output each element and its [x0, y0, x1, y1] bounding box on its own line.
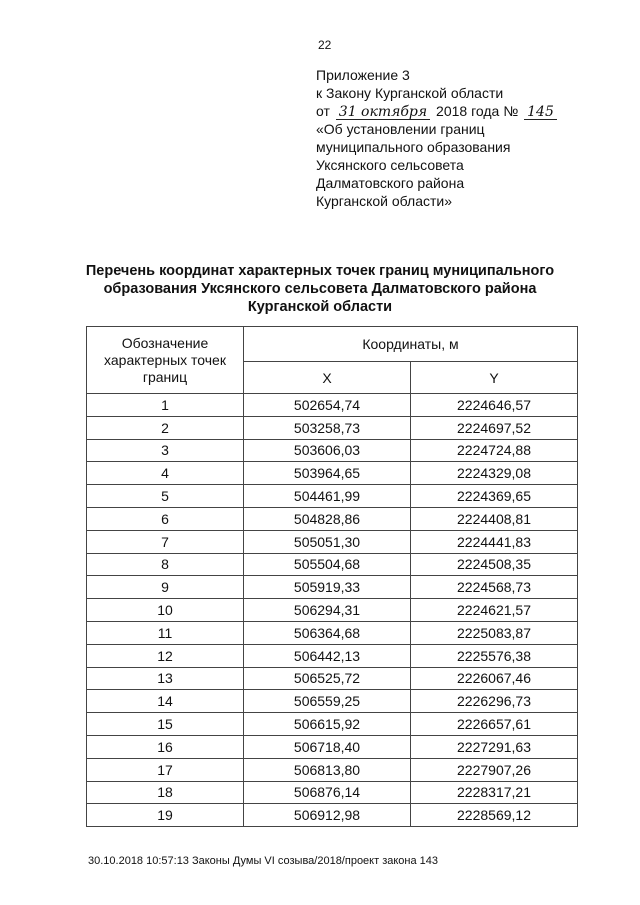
coord-x: 503964,65 — [244, 462, 411, 485]
header-x: X — [244, 362, 411, 394]
point-number: 10 — [87, 599, 244, 622]
point-number: 12 — [87, 644, 244, 667]
coord-y: 2226657,61 — [411, 713, 578, 736]
coord-y: 2224646,57 — [411, 394, 578, 417]
appendix-block — [316, 66, 616, 210]
coord-y: 2224329,08 — [411, 462, 578, 485]
coord-x: 506294,31 — [244, 599, 411, 622]
table-body — [87, 394, 578, 827]
coord-x: 505919,33 — [244, 576, 411, 599]
point-number: 1 — [87, 394, 244, 417]
point-number: 15 — [87, 713, 244, 736]
coord-y: 2224441,83 — [411, 530, 578, 553]
table-row — [87, 462, 578, 485]
document-title — [60, 262, 580, 316]
handwritten-number: 145 — [524, 105, 557, 120]
table-row — [87, 690, 578, 713]
document-title-line-2: образования Уксянского сельсовета Далматовского района — [103, 281, 537, 297]
coord-y: 2227291,63 — [411, 735, 578, 758]
coord-x: 506364,68 — [244, 621, 411, 644]
appendix-law-title-1: «Об установлении границ — [316, 121, 485, 137]
point-number: 7 — [87, 530, 244, 553]
table-row — [87, 530, 578, 553]
coord-y: 2224568,73 — [411, 576, 578, 599]
point-number: 3 — [87, 439, 244, 462]
point-number: 19 — [87, 804, 244, 827]
coord-x: 504828,86 — [244, 507, 411, 530]
coord-x: 505051,30 — [244, 530, 411, 553]
header-coordinates: Координаты, м — [244, 327, 578, 362]
table-row — [87, 667, 578, 690]
coord-y: 2224408,81 — [411, 507, 578, 530]
coord-y: 2224508,35 — [411, 553, 578, 576]
point-number: 11 — [87, 621, 244, 644]
point-number: 16 — [87, 735, 244, 758]
coord-x: 506876,14 — [244, 781, 411, 804]
coord-x: 506912,98 — [244, 804, 411, 827]
coord-x: 506718,40 — [244, 735, 411, 758]
table-row — [87, 507, 578, 530]
coord-x: 506615,92 — [244, 713, 411, 736]
appendix-law-title-4: Далматовского района — [316, 175, 465, 191]
coord-y: 2224724,88 — [411, 439, 578, 462]
page-number: 22 — [318, 38, 332, 52]
date-prefix: от — [316, 103, 330, 119]
appendix-date-line — [316, 102, 616, 120]
coord-y: 2228569,12 — [411, 804, 578, 827]
coord-y: 2227907,26 — [411, 758, 578, 781]
point-number: 18 — [87, 781, 244, 804]
point-number: 13 — [87, 667, 244, 690]
point-number: 2 — [87, 416, 244, 439]
table-row — [87, 576, 578, 599]
point-number: 14 — [87, 690, 244, 713]
table-row — [87, 758, 578, 781]
table-row — [87, 553, 578, 576]
coord-y: 2226067,46 — [411, 667, 578, 690]
coord-y: 2225576,38 — [411, 644, 578, 667]
coord-y: 2225083,87 — [411, 621, 578, 644]
coord-y: 2228317,21 — [411, 781, 578, 804]
footer-stamp: 30.10.2018 10:57:13 Законы Думы VI созыва/2018/проект закона 143 — [88, 855, 439, 867]
point-number: 9 — [87, 576, 244, 599]
table-row — [87, 781, 578, 804]
document-title-line-1: Перечень координат характерных точек границ муниципального — [85, 263, 555, 279]
table-row — [87, 621, 578, 644]
appendix-law-title-5: Курганской области» — [316, 193, 453, 209]
table-row — [87, 713, 578, 736]
coord-x: 503258,73 — [244, 416, 411, 439]
point-number: 17 — [87, 758, 244, 781]
appendix-law-title-2: муниципального образования — [316, 139, 511, 155]
table-row — [87, 416, 578, 439]
coord-x: 505504,68 — [244, 553, 411, 576]
table-row — [87, 644, 578, 667]
table-row — [87, 735, 578, 758]
handwritten-date: 31 октября — [336, 105, 430, 120]
date-suffix: 2018 года № — [436, 103, 519, 119]
coordinates-table — [86, 326, 578, 827]
coord-x: 506442,13 — [244, 644, 411, 667]
table-row — [87, 394, 578, 417]
point-number: 6 — [87, 507, 244, 530]
point-number: 8 — [87, 553, 244, 576]
header-designation: Обозначение характерных точек границ — [87, 327, 244, 394]
coord-x: 504461,99 — [244, 485, 411, 508]
coord-y: 2224369,65 — [411, 485, 578, 508]
header-y: Y — [411, 362, 578, 394]
table-row — [87, 599, 578, 622]
document-title-line-3: Курганской области — [247, 299, 393, 315]
coord-x: 506525,72 — [244, 667, 411, 690]
table-row — [87, 485, 578, 508]
table-row — [87, 804, 578, 827]
coord-y: 2224697,52 — [411, 416, 578, 439]
table-row — [87, 439, 578, 462]
appendix-law-ref: к Закону Курганской области — [316, 85, 504, 101]
appendix-title: Приложение 3 — [316, 67, 410, 83]
coord-x: 506813,80 — [244, 758, 411, 781]
appendix-law-title-3: Уксянского сельсовета — [316, 157, 464, 173]
coord-x: 503606,03 — [244, 439, 411, 462]
point-number: 4 — [87, 462, 244, 485]
coord-x: 506559,25 — [244, 690, 411, 713]
point-number: 5 — [87, 485, 244, 508]
coord-y: 2224621,57 — [411, 599, 578, 622]
coord-x: 502654,74 — [244, 394, 411, 417]
coord-y: 2226296,73 — [411, 690, 578, 713]
